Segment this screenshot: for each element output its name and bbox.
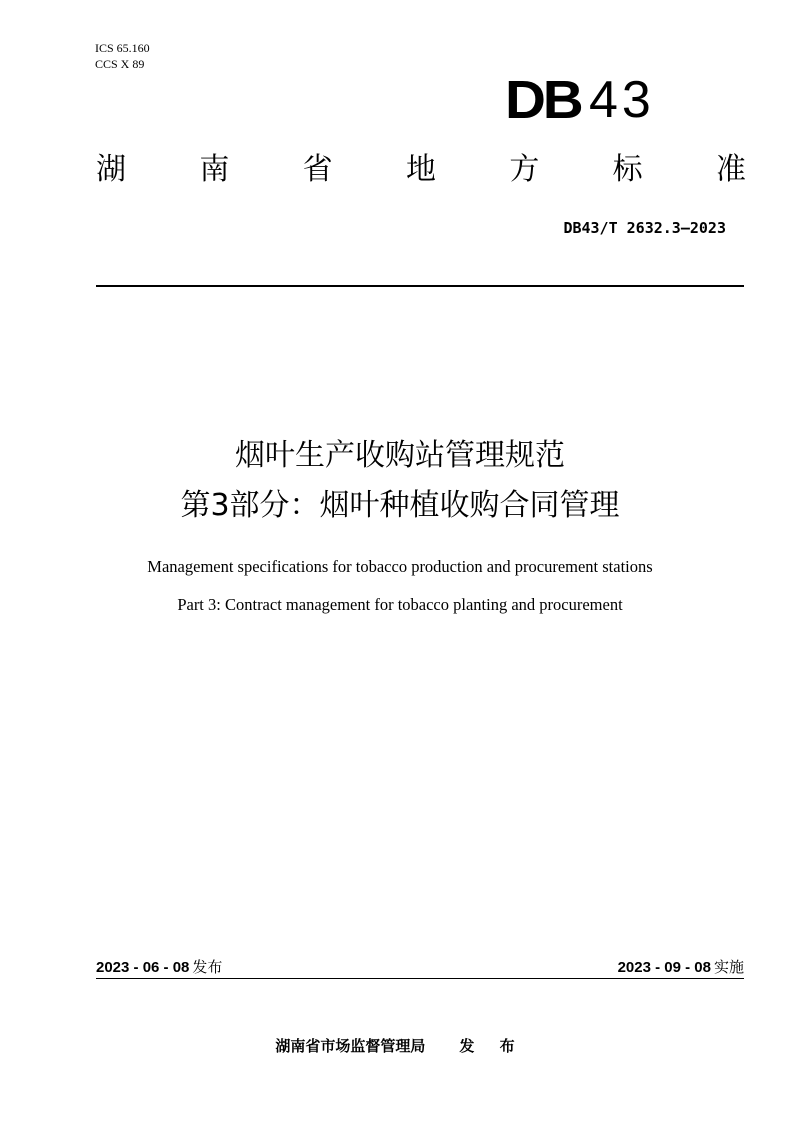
standard-type-char: 标 — [612, 152, 643, 187]
issue-date-value: 2023 - 06 - 08 — [96, 959, 190, 976]
title-english-line1: Management specifications for tobacco production and procurement stations — [147, 557, 653, 576]
standard-number: DB43/T 2632.3—2023 — [563, 219, 726, 237]
standard-type-char: 南 — [199, 152, 230, 187]
title-english-line2: Part 3: Contract management for tobacco planting and procurement — [177, 595, 623, 614]
classification-codes — [95, 40, 150, 72]
implementation-date — [618, 957, 744, 978]
standard-type-char: 省 — [302, 152, 333, 187]
standard-type-char: 湖 — [96, 152, 126, 187]
title-chinese-line1: 烟叶生产收购站管理规范 — [235, 438, 565, 473]
implementation-date-value: 2023 - 09 - 08 — [617, 959, 711, 976]
standard-type-char: 地 — [405, 152, 436, 187]
top-divider — [96, 285, 744, 287]
publisher-line — [0, 1035, 800, 1057]
title-chinese-line2: 第3部分：烟叶种植收购合同管理 — [180, 488, 620, 523]
db-logo — [505, 72, 655, 128]
ics-code: ICS 65.160 — [95, 41, 150, 55]
publisher-name: 湖南省市场监督管理局 — [275, 1037, 426, 1055]
standard-type-char: 方 — [509, 152, 540, 187]
implementation-date-label: 实施 — [713, 958, 744, 976]
ccs-code: CCS X 89 — [95, 57, 145, 71]
bottom-divider — [96, 978, 744, 979]
issue-date-label: 发布 — [192, 958, 223, 976]
db-logo-number: 43 — [589, 71, 655, 129]
standard-type-heading — [96, 150, 746, 190]
publisher-action: 发 布 — [459, 1037, 525, 1055]
db-logo-mark: DB — [505, 70, 581, 130]
standard-type-char: 准 — [715, 152, 746, 187]
issue-date — [96, 957, 222, 978]
